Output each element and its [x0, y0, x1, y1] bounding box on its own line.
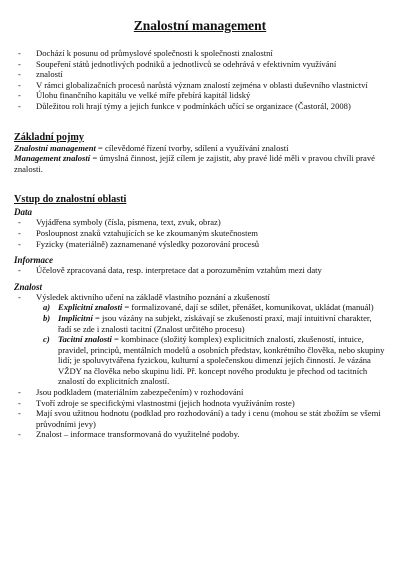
- definition-text: = cílevědomé řízení tvorby, sdílení a využívání znalostí: [95, 142, 289, 153]
- information-list: [14, 265, 386, 276]
- spacer: [14, 276, 386, 280]
- spacer: [14, 249, 386, 253]
- term-implicit: Implicitní: [58, 312, 93, 323]
- subheading-data: Data: [14, 207, 32, 218]
- list-item: - Vyjádřena symboly (čísla, písmena, text, zvuk, obraz): [14, 217, 386, 228]
- item-letter: a): [43, 302, 51, 313]
- list-item: [36, 302, 386, 313]
- knowledge-list: [14, 292, 386, 440]
- list-item: - Soupeření států jednotlivých podniků a jednotlivců se odehrává v efektivním využívání: [14, 59, 386, 70]
- subheading-knowledge: Znalost: [14, 281, 43, 292]
- term-knowledge-management: Znalostní management: [14, 142, 96, 153]
- knowledge-lead-text: Výsledek aktivního učení na základě vlastního poznání a zkušeností: [36, 291, 270, 302]
- list-item: - Jsou podkladem (materiálním zabezpečením) v rozhodování: [14, 387, 386, 398]
- term-text: = formalizované, dají se sdílet, přenášet, komunikovat, ukládat (manuál): [122, 302, 374, 313]
- list-item: - Posloupnost znaků vztahujících se ke zkoumaným skutečnostem: [14, 228, 386, 239]
- document-title: Znalostní management: [133, 18, 267, 33]
- section-heading-basics: Základní pojmy: [14, 131, 84, 143]
- spacer: [14, 174, 386, 183]
- list-item: - Fyzicky (materiálně) zaznamenané výsledky pozorování procesů: [14, 239, 386, 250]
- list-item: - Dochází k posunu od průmyslové společnosti k společnosti znalostní: [14, 48, 386, 59]
- definition-km: [14, 143, 386, 154]
- data-list: [14, 217, 386, 249]
- term-text: = kombinace (složitý komplex) explicitních znalostí, zkušeností, intuice, pravidel, principů, mentálních modelů a osobních představ, konkrétního člověka, nebo skupiny lidí; je spoluvytvářena fyzickou, kulturní a společenskou dimenzí jejích činností. Je vázána VŽDY na člověka nebo skupinu lidí. Př. koncept nového produktu je přechod od tacitních znalostí do explicitních znalostí.: [58, 334, 385, 387]
- subheading-information: Informace: [14, 255, 53, 266]
- list-item: - Důležitou roli hrají týmy a jejich funkce v podmínkách učící se organizace (Častorál, 2008): [14, 101, 386, 112]
- item-letter: b): [43, 312, 51, 323]
- item-letter: c): [43, 334, 50, 345]
- list-item: [14, 292, 386, 387]
- intro-list: [14, 48, 386, 112]
- list-item: - znalostí: [14, 69, 386, 80]
- list-item: - Tvoří zdroje se specifickými vlastnostmi (jejich hodnota využíváním roste): [14, 398, 386, 409]
- knowledge-types-list: [36, 302, 386, 387]
- term-explicit: Explicitní znalosti: [58, 302, 123, 313]
- term-text: = jsou vázány na subjekt, získávají se zkušeností praxí, mají intuitivní charakter, řadí se zde i znalosti tacitní (Znalost určitého procesu): [58, 312, 372, 334]
- list-item: - Účelově zpracovaná data, resp. interpretace dat a porozuměním vztahům mezi daty: [14, 265, 386, 276]
- definition-text: = úmyslná činnost, jejíž cílem je zajistit, aby pravé lidé měli v pravou chvíli pravé znalosti.: [14, 153, 375, 174]
- definition-mz: [14, 153, 386, 174]
- list-item: - Znalost – informace transformovaná do využitelné podoby.: [14, 429, 386, 440]
- section-heading-entry: Vstup do znalostní oblasti: [14, 194, 127, 206]
- list-item: [36, 313, 386, 334]
- spacer: [14, 112, 386, 121]
- list-item: - Mají svou užitnou hodnotu (podklad pro rozhodování) a tady i cenu (mohou se stát zbožím se všemi průvodními jevy): [14, 408, 386, 429]
- list-item: - Úlohu finančního kapitálu ve velké míře přebírá kapitál lidský: [14, 90, 386, 101]
- list-item: [36, 334, 386, 387]
- term-management-of-knowledge: Management znalostí: [14, 153, 91, 164]
- term-tacit: Tacitní znalosti: [58, 334, 112, 345]
- list-item: - V rámci globalizačních procesů narůstá význam znalostí zejména v oblasti duševního vlastnictví: [14, 80, 386, 91]
